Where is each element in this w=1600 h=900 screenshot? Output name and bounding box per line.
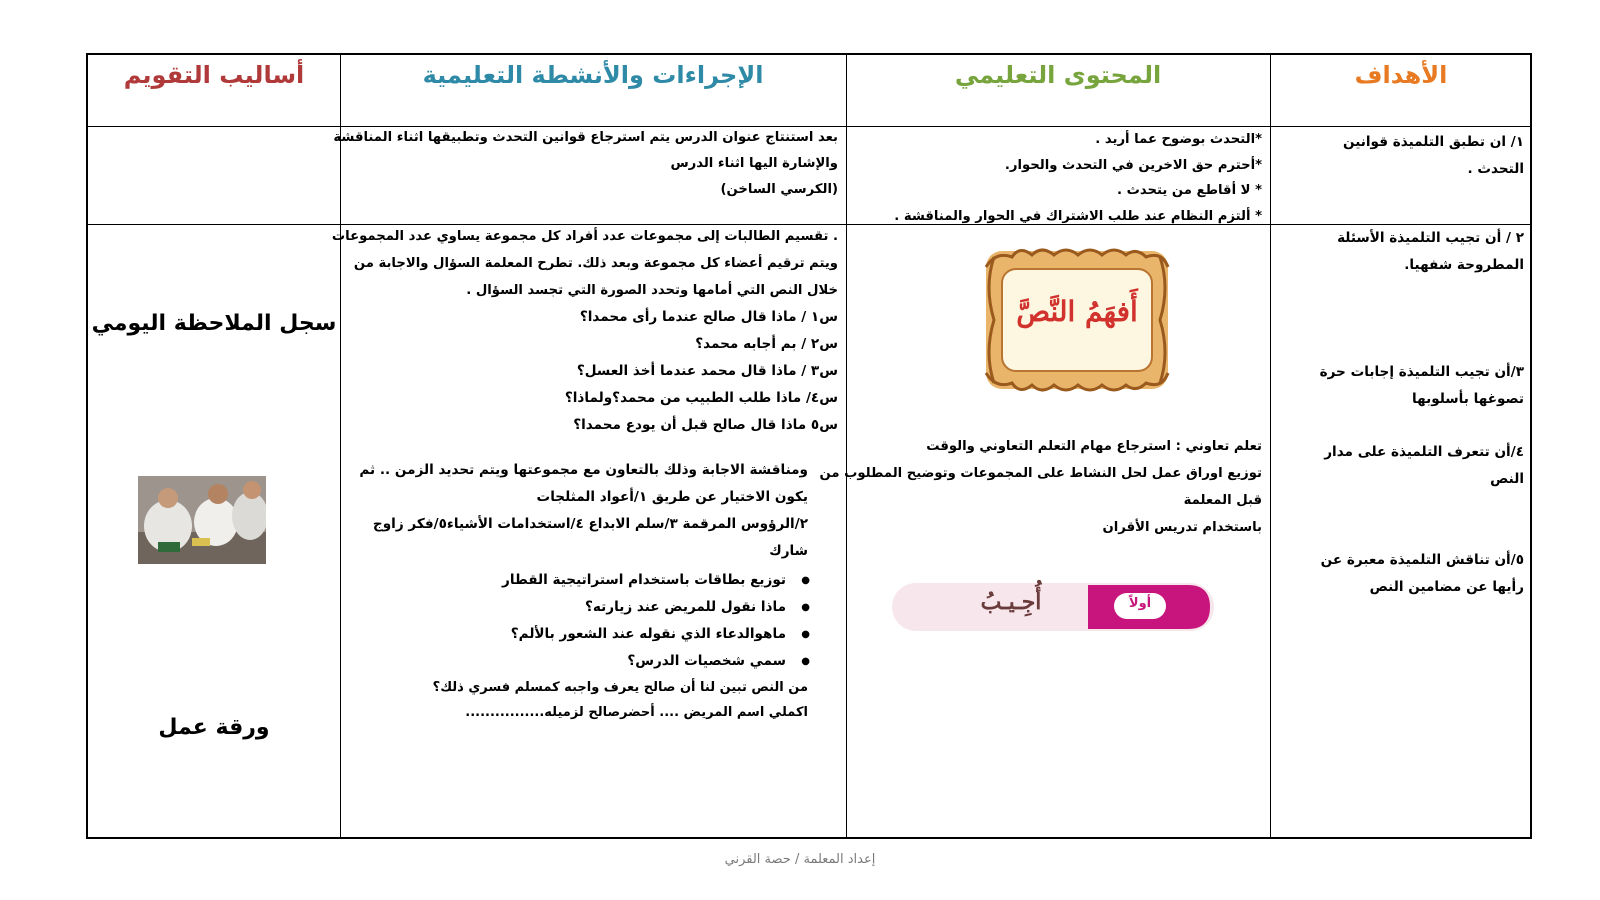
banner-title: أَفهَمُ النَّصَّ (1016, 295, 1138, 328)
prepared-by-footer: إعداد المعلمة / حصة القرني (724, 852, 876, 867)
content-line: تعلم تعاوني : استرجاع مهام التعلم التعاوني والوقت (926, 439, 1262, 454)
objective-line: ٢ / أن تجيب التلميذة الأسئلة (1337, 230, 1524, 246)
procedure-line: (الكرسي الساخن) (720, 182, 838, 197)
procedure-line: ويتم ترقيم أعضاء كل مجموعة وبعد ذلك. تطرح المعلمة السؤال والاجابة من (353, 256, 838, 271)
objective-line: ٥/أن تناقش التلميذة معبرة عن (1320, 552, 1524, 568)
discussion-line: شارك (769, 543, 808, 559)
closing-block (433, 675, 808, 725)
question-item: س٥ ماذا قال صالح قبل أن يودع محمدا؟ (573, 417, 838, 433)
objective-line: ٤/أن تتعرف التلميذة على مدار (1324, 444, 1524, 460)
row2-procedures-intro (332, 223, 838, 304)
bullet-list (502, 567, 810, 675)
content-rule: *أحترم حق الاخرين في التحدث والحوار. (1004, 157, 1262, 173)
answer-badge (892, 577, 1214, 635)
objective-line: ٣/أن تجيب التلميذة إجابات حرة (1319, 364, 1524, 380)
daily-observation-log: سجل الملاحظة اليومي (91, 311, 337, 336)
badge-label: أولاً (1128, 596, 1152, 611)
lesson-plan-table (86, 53, 1532, 839)
header-evaluation: أساليب التقويم (123, 61, 305, 89)
objective-line: رأيها عن مضامين النص (1369, 579, 1524, 595)
discussion-block (359, 457, 808, 565)
question-item: س١ / ماذا قال صالح عندما رأى محمدا؟ (579, 309, 838, 325)
bullet-text: ماذا نقول للمريض عند زيارته؟ (585, 599, 786, 615)
content-line: باستخدام تدريس الأقران (1102, 520, 1262, 535)
bullet-icon: ● (801, 656, 810, 667)
header-objectives: الأهداف (1354, 61, 1448, 89)
bullet-item (502, 648, 810, 675)
objective-5 (1314, 547, 1524, 601)
badge-word: أُجِـيـبُ (980, 589, 1042, 615)
bullet-text: سمي شخصيات الدرس؟ (627, 653, 786, 669)
bullet-icon: ● (801, 629, 810, 640)
bullet-text: ماهوالدعاء الذي نقوله عند الشعور بالألم؟ (510, 626, 786, 642)
question-item: س٤/ ماذا طلب الطبيب من محمد؟ولماذا؟ (564, 390, 838, 406)
objective-3 (1314, 359, 1524, 413)
discussion-line: يكون الاختيار عن طريق ١/أعواد المثلجات (536, 489, 808, 505)
question-item: س٣ / ماذا قال محمد عندما أخذ العسل؟ (576, 363, 838, 379)
procedure-line: . تقسيم الطالبات إلى مجموعات عدد أفراد كل مجموعة يساوي عدد المجموعات (331, 229, 838, 244)
objective-line: النص (1490, 471, 1524, 487)
procedure-line: خلال النص التي أمامها وتحدد الصورة التي تجسد السؤال . (466, 283, 838, 298)
bullet-text: توزيع بطاقات باستخدام استراتيجية القطار (502, 572, 786, 588)
objective-line: تصوغها بأسلوبها (1412, 391, 1524, 407)
bullet-item (502, 594, 810, 621)
closing-line: اكملي اسم المريض .... أحضرصالح لزميله................ (465, 705, 808, 720)
bullet-item (502, 567, 810, 594)
procedure-line: بعد استنتاج عنوان الدرس يتم استرجاع قوانين التحدث وتطبيقها اثناء المناقشة (333, 130, 838, 145)
objective-4 (1314, 439, 1524, 493)
questions-list (565, 304, 838, 439)
column-divider (1270, 55, 1271, 837)
discussion-line: ٢/الرؤوس المرقمة ٣/سلم الابداع ٤/استخدامات الأشياء٥/فكر زاوج (372, 516, 808, 532)
objective-1 (1324, 129, 1524, 183)
row2-content-text (820, 433, 1263, 541)
students-photo-icon (138, 476, 266, 564)
objective-1-line: التحدث . (1467, 161, 1524, 177)
content-rule: *التحدث بوضوح عما أريد . (1095, 132, 1262, 147)
objective-1-line: ١/ ان تطبق التلميذة قوانين (1343, 134, 1524, 150)
content-rule: * لا أقاطع من يتحدث . (1117, 183, 1262, 198)
bullet-item (502, 621, 810, 648)
procedure-line: والإشارة اليها اثناء الدرس (670, 156, 838, 171)
understand-text-banner (982, 247, 1172, 393)
discussion-line: ومناقشة الاجابة وذلك بالتعاون مع مجموعتها ويتم تحديد الزمن .. ثم (359, 462, 808, 478)
students-photo (138, 476, 266, 564)
bullet-icon: ● (801, 575, 810, 586)
content-line: توزيع اوراق عمل لحل النشاط على المجموعات وتوضيح المطلوب من (819, 466, 1262, 481)
row1-procedures (333, 125, 838, 203)
header-content: المحتوى التعليمي (954, 61, 1162, 89)
header-procedures: الإجراءات والأنشطة التعليمية (422, 61, 764, 89)
bullet-icon: ● (801, 602, 810, 613)
worksheet-label: ورقة عمل (158, 715, 270, 740)
closing-line: من النص تبين لنا أن صالح يعرف واجبه كمسلم فسري ذلك؟ (432, 680, 808, 695)
objective-2 (1314, 225, 1524, 279)
content-line: قبل المعلمة (1183, 493, 1262, 508)
question-item: س٢ / بم أجابه محمد؟ (695, 336, 838, 352)
objective-line: المطروحة شفهيا. (1404, 257, 1524, 273)
row1-content (894, 127, 1262, 229)
content-rule: * ألتزم النظام عند طلب الاشتراك في الحوار والمناقشة . (894, 208, 1262, 224)
